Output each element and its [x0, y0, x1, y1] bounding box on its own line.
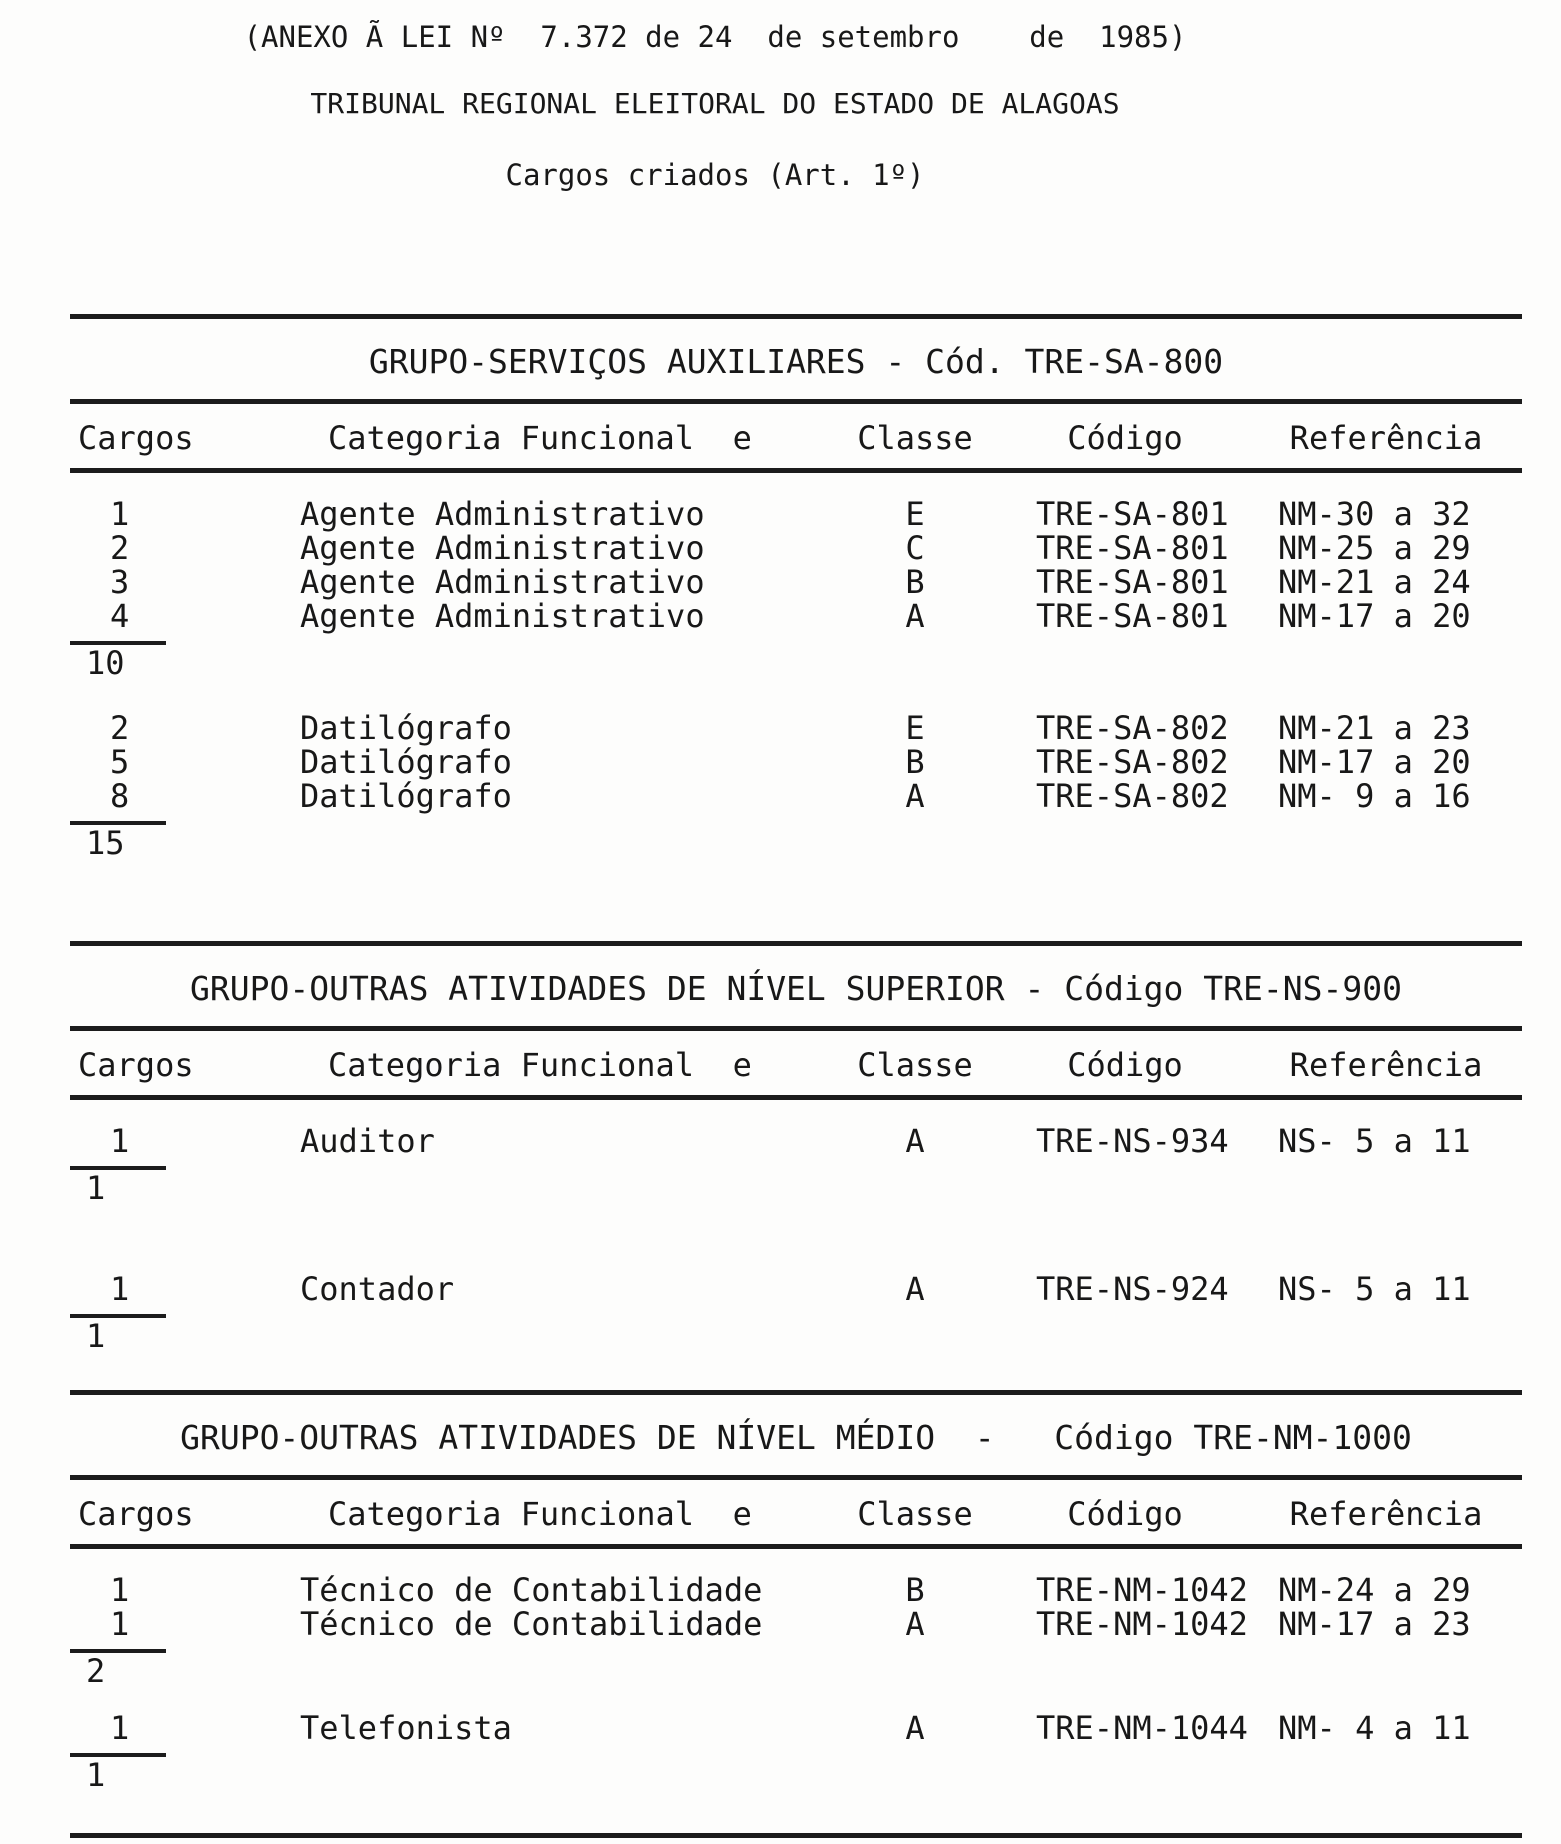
header-top-rule [70, 399, 1522, 404]
table-row [70, 497, 1522, 531]
cell-categoria: Contador [300, 1270, 455, 1308]
cell-referencia: NM-25 a 29 [1278, 529, 1471, 567]
group-title: GRUPO-OUTRAS ATIVIDADES DE NÍVEL MÉDIO - Código TRE-NM-1000 [180, 1418, 1412, 1457]
cell-cargos: 8 [110, 777, 130, 815]
cell-codigo: TRE-SA-801 [1036, 529, 1229, 567]
cell-codigo: TRE-SA-802 [1036, 743, 1229, 781]
tribunal-title: TRIBUNAL REGIONAL ELEITORAL DO ESTADO DE ALAGOAS [310, 87, 1120, 120]
cell-referencia: NM-30 a 32 [1278, 495, 1471, 533]
column-header-cargos: Cargos [78, 1046, 194, 1084]
cell-classe: B [905, 1571, 925, 1609]
cell-classe: B [905, 563, 925, 601]
cell-referencia: NS- 5 a 11 [1278, 1122, 1471, 1160]
header-bottom-rule [70, 1095, 1522, 1100]
cell-codigo: TRE-NS-924 [1036, 1270, 1229, 1308]
table-row [70, 711, 1522, 745]
category-block [70, 497, 1522, 681]
column-header-referencia: Referência [1289, 1495, 1483, 1533]
cell-referencia: NM-21 a 24 [1278, 563, 1471, 601]
cell-referencia: NM- 9 a 16 [1278, 777, 1471, 815]
cell-codigo: TRE-SA-802 [1036, 777, 1229, 815]
column-header-referencia: Referência [1289, 419, 1483, 457]
cell-categoria: Agente Administrativo [300, 495, 705, 533]
table-section [70, 314, 1522, 861]
cell-classe: A [905, 777, 925, 815]
subtotal-value: 10 [86, 644, 125, 682]
cell-referencia: NM-17 a 23 [1278, 1605, 1471, 1643]
subtotal-value: 1 [86, 1169, 106, 1207]
cell-classe: E [905, 709, 925, 747]
cell-classe: A [905, 1709, 925, 1747]
column-header-codigo: Código [1067, 419, 1183, 457]
cell-codigo: TRE-SA-801 [1036, 597, 1229, 635]
cell-codigo: TRE-NM-1042 [1036, 1571, 1248, 1609]
cell-cargos: 1 [110, 1709, 130, 1747]
table-row [70, 1124, 1522, 1158]
table-row [70, 1573, 1522, 1607]
table-row [70, 745, 1522, 779]
cell-categoria: Agente Administrativo [300, 597, 705, 635]
header-bottom-rule [70, 468, 1522, 473]
subtotal-value: 2 [86, 1652, 106, 1690]
cell-classe: A [905, 1122, 925, 1160]
tables-container [70, 314, 1522, 1793]
cell-categoria: Técnico de Contabilidade [300, 1605, 763, 1643]
cell-codigo: TRE-SA-801 [1036, 495, 1229, 533]
column-header-codigo: Código [1067, 1046, 1183, 1084]
cell-categoria: Datilógrafo [300, 743, 512, 781]
cell-categoria: Técnico de Contabilidade [300, 1571, 763, 1609]
table-section [70, 1390, 1522, 1793]
cell-cargos: 1 [110, 1122, 130, 1160]
table-row [70, 1607, 1522, 1641]
cell-cargos: 3 [110, 563, 130, 601]
table-row [70, 565, 1522, 599]
column-header-row [70, 418, 1522, 458]
category-block [70, 1711, 1522, 1793]
header-top-rule [70, 1026, 1522, 1031]
column-header-categoria: Categoria Funcional e [328, 1046, 752, 1084]
cargos-criados-subtitle: Cargos criados (Art. 1º) [505, 158, 925, 192]
cell-classe: A [905, 1270, 925, 1308]
subtotal-value: 1 [86, 1756, 106, 1794]
cell-cargos: 2 [110, 709, 130, 747]
cell-cargos: 1 [110, 1571, 130, 1609]
cell-codigo: TRE-SA-801 [1036, 563, 1229, 601]
cell-cargos: 1 [110, 1605, 130, 1643]
table-row [70, 1272, 1522, 1306]
column-header-categoria: Categoria Funcional e [328, 419, 752, 457]
cell-categoria: Datilógrafo [300, 777, 512, 815]
cell-codigo: TRE-NS-934 [1036, 1122, 1229, 1160]
table-row [70, 531, 1522, 565]
column-header-row [70, 1045, 1522, 1085]
cell-cargos: 5 [110, 743, 130, 781]
cell-referencia: NS- 5 a 11 [1278, 1270, 1471, 1308]
table-top-rule [70, 314, 1522, 319]
table-row [70, 779, 1522, 813]
header-bottom-rule [70, 1544, 1522, 1549]
cell-codigo: TRE-NM-1044 [1036, 1709, 1248, 1747]
subtotal-value: 1 [86, 1317, 106, 1355]
cell-referencia: NM-24 a 29 [1278, 1571, 1471, 1609]
category-block [70, 1573, 1522, 1689]
cell-cargos: 1 [110, 495, 130, 533]
cell-categoria: Agente Administrativo [300, 529, 705, 567]
category-block [70, 1272, 1522, 1354]
cell-codigo: TRE-SA-802 [1036, 709, 1229, 747]
column-header-classe: Classe [857, 419, 973, 457]
cell-codigo: TRE-NM-1042 [1036, 1605, 1248, 1643]
cell-cargos: 4 [110, 597, 130, 635]
column-header-row [70, 1494, 1522, 1534]
cell-referencia: NM-17 a 20 [1278, 743, 1471, 781]
group-title: GRUPO-OUTRAS ATIVIDADES DE NÍVEL SUPERIOR - Código TRE-NS-900 [190, 969, 1402, 1008]
cell-classe: C [905, 529, 925, 567]
document-header [0, 0, 1430, 196]
category-block [70, 711, 1522, 861]
cell-referencia: NM- 4 a 11 [1278, 1709, 1471, 1747]
cell-cargos: 1 [110, 1270, 130, 1308]
group-title: GRUPO-SERVIÇOS AUXILIARES - Cód. TRE-SA-800 [368, 342, 1224, 381]
header-top-rule [70, 1475, 1522, 1480]
column-header-categoria: Categoria Funcional e [328, 1495, 752, 1533]
column-header-cargos: Cargos [78, 1495, 194, 1533]
cell-classe: B [905, 743, 925, 781]
cell-categoria: Datilógrafo [300, 709, 512, 747]
cell-categoria: Agente Administrativo [300, 563, 705, 601]
category-block [70, 1124, 1522, 1206]
column-header-codigo: Código [1067, 1495, 1183, 1533]
cell-categoria: Telefonista [300, 1709, 512, 1747]
column-header-classe: Classe [857, 1046, 973, 1084]
cell-categoria: Auditor [300, 1122, 435, 1160]
column-header-classe: Classe [857, 1495, 973, 1533]
column-header-referencia: Referência [1289, 1046, 1483, 1084]
cell-classe: E [905, 495, 925, 533]
table-row [70, 599, 1522, 633]
cell-referencia: NM-21 a 23 [1278, 709, 1471, 747]
cell-cargos: 2 [110, 529, 130, 567]
bottom-rule [70, 1833, 1522, 1838]
annex-law-title: (ANEXO Ã LEI Nº 7.372 de 24 de setembro de 1985) [243, 20, 1187, 54]
table-section [70, 941, 1522, 1354]
table-top-rule [70, 1390, 1522, 1395]
column-header-cargos: Cargos [78, 419, 194, 457]
cell-classe: A [905, 1605, 925, 1643]
table-top-rule [70, 941, 1522, 946]
tables-content [70, 314, 1522, 1838]
cell-referencia: NM-17 a 20 [1278, 597, 1471, 635]
cell-classe: A [905, 597, 925, 635]
subtotal-value: 15 [86, 824, 125, 862]
table-row [70, 1711, 1522, 1745]
